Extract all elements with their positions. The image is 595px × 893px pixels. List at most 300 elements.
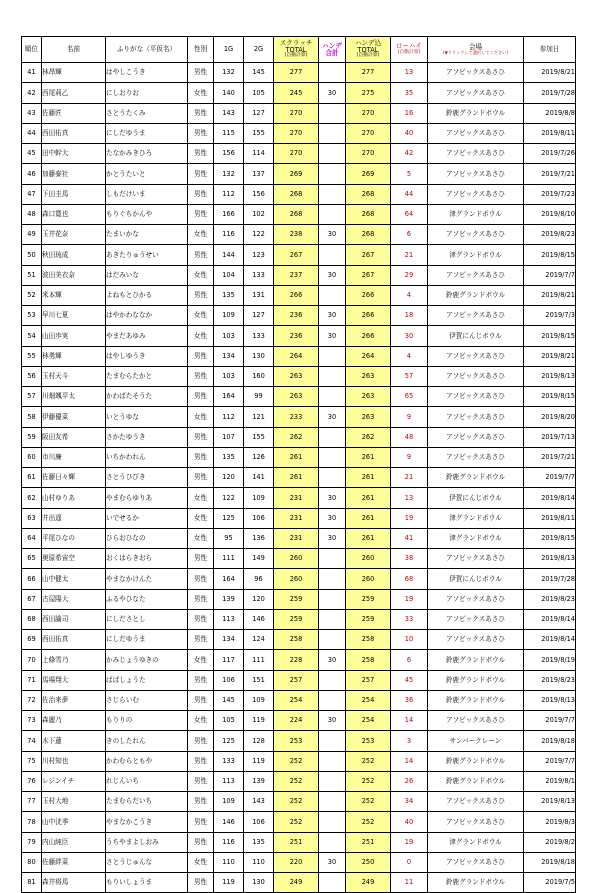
cell-date: 2019/8/19 [524, 650, 576, 670]
cell-game1: 134 [214, 630, 244, 650]
cell-date: 2019/7/23 [524, 184, 576, 204]
cell-rank: 77 [22, 792, 42, 812]
cell-game1: 109 [214, 306, 244, 326]
cell-gender: 女性 [188, 326, 214, 346]
cell-handicap-total: 275 [346, 83, 391, 103]
cell-date: 2019/8/11 [524, 123, 576, 143]
cell-scratch-total: 238 [274, 225, 319, 245]
table-row [22, 225, 576, 245]
cell-venue[interactable]: アソビックスあさひ [428, 387, 524, 407]
cell-kana: さじらいむ [106, 690, 188, 710]
cell-name: 山中洸季 [42, 812, 106, 832]
cell-name: 佐藤絆菜 [42, 852, 106, 872]
cell-name: 森口寛也 [42, 204, 106, 224]
cell-venue[interactable]: 鈴鹿グランドボウル [428, 690, 524, 710]
cell-game2: 128 [244, 731, 274, 751]
cell-date: 2019/8/15 [524, 326, 576, 346]
cell-handicap-total: 267 [346, 265, 391, 285]
cell-lowhigh: 10 [391, 630, 428, 650]
header-row [22, 37, 576, 63]
cell-handicap [319, 670, 346, 690]
cell-kana: かみじょうゆきの [106, 650, 188, 670]
cell-date: 2019/8/1 [524, 771, 576, 791]
cell-date: 2019/8/14 [524, 630, 576, 650]
cell-rank: 52 [22, 285, 42, 305]
cell-gender: 男性 [188, 144, 214, 164]
cell-game2: 149 [244, 549, 274, 569]
cell-rank: 61 [22, 468, 42, 488]
cell-game1: 112 [214, 184, 244, 204]
cell-gender: 男性 [188, 812, 214, 832]
cell-game2: 111 [244, 650, 274, 670]
cell-scratch-total: 254 [274, 690, 319, 710]
cell-kana: にしおりお [106, 83, 188, 103]
cell-handicap-total: 261 [346, 468, 391, 488]
cell-game1: 107 [214, 427, 244, 447]
cell-venue[interactable]: アソビックスあさひ [428, 366, 524, 386]
cell-venue[interactable]: アソビックスあさひ [428, 346, 524, 366]
cell-game1: 134 [214, 346, 244, 366]
cell-gender: 男性 [188, 447, 214, 467]
cell-gender: 女性 [188, 528, 214, 548]
cell-venue[interactable]: 津グランドボウル [428, 508, 524, 528]
cell-name: 米本輝 [42, 285, 106, 305]
cell-gender: 男性 [188, 690, 214, 710]
cell-date: 2019/7/26 [524, 144, 576, 164]
cell-name: 山田歩実 [42, 326, 106, 346]
cell-game2: 126 [244, 447, 274, 467]
cell-kana: もりいしょうま [106, 873, 188, 893]
cell-lowhigh: 21 [391, 245, 428, 265]
cell-handicap [319, 690, 346, 710]
cell-kana: いとうゆな [106, 407, 188, 427]
table-row [22, 468, 576, 488]
table-row [22, 103, 576, 123]
table-row [22, 447, 576, 467]
cell-kana: さかたゆうき [106, 427, 188, 447]
cell-handicap: 30 [319, 852, 346, 872]
cell-handicap-total: 263 [346, 366, 391, 386]
table-row [22, 630, 576, 650]
cell-name: 森井将馬 [42, 873, 106, 893]
cell-name: 井出遥 [42, 508, 106, 528]
cell-kana: やまだあゆみ [106, 326, 188, 346]
cell-rank: 68 [22, 609, 42, 629]
cell-kana: かわむらともや [106, 751, 188, 771]
cell-handicap [319, 144, 346, 164]
cell-scratch-total: 260 [274, 569, 319, 589]
cell-game2: 136 [244, 528, 274, 548]
cell-game1: 113 [214, 771, 244, 791]
cell-game1: 103 [214, 366, 244, 386]
cell-gender: 女性 [188, 407, 214, 427]
cell-date: 2019/8/20 [524, 407, 576, 427]
cell-venue[interactable]: アソビックスあさひ [428, 792, 524, 812]
cell-venue[interactable]: 鈴鹿グランドボウル [428, 670, 524, 690]
table-row [22, 123, 576, 143]
cell-lowhigh: 68 [391, 569, 428, 589]
cell-handicap-total: 260 [346, 569, 391, 589]
cell-venue[interactable]: サンバークレーン [428, 731, 524, 751]
cell-venue[interactable]: アソビックスあさひ [428, 265, 524, 285]
cell-scratch-total: 228 [274, 650, 319, 670]
header-kana: ふりがな（平仮名） [106, 37, 188, 63]
cell-venue[interactable]: アソビックスあさひ [428, 549, 524, 569]
cell-game1: 113 [214, 609, 244, 629]
cell-game2: 106 [244, 508, 274, 528]
cell-game1: 139 [214, 589, 244, 609]
cell-handicap [319, 204, 346, 224]
cell-game1: 125 [214, 508, 244, 528]
table-row [22, 650, 576, 670]
cell-venue[interactable]: アソビックスあさひ [428, 63, 524, 83]
cell-handicap: 30 [319, 83, 346, 103]
cell-handicap-total: 249 [346, 873, 391, 893]
cell-scratch-total: 259 [274, 609, 319, 629]
cell-venue[interactable]: 津グランドボウル [428, 204, 524, 224]
cell-venue[interactable]: 伊賀にんじボウル [428, 326, 524, 346]
cell-lowhigh: 3 [391, 731, 428, 751]
cell-game1: 145 [214, 690, 244, 710]
cell-lowhigh: 41 [391, 528, 428, 548]
cell-game2: 109 [244, 690, 274, 710]
cell-name: 古屋陽大 [42, 589, 106, 609]
cell-rank: 79 [22, 832, 42, 852]
cell-rank: 56 [22, 366, 42, 386]
cell-kana: にしだゆうま [106, 630, 188, 650]
cell-date: 2019/8/14 [524, 609, 576, 629]
cell-game1: 105 [214, 711, 244, 731]
cell-game2: 133 [244, 265, 274, 285]
cell-name: 西田佑真 [42, 630, 106, 650]
cell-name: 下田圭馬 [42, 184, 106, 204]
cell-scratch-total: 251 [274, 832, 319, 852]
cell-game2: 127 [244, 103, 274, 123]
table-row [22, 306, 576, 326]
cell-handicap-total: 277 [346, 63, 391, 83]
cell-handicap [319, 427, 346, 447]
cell-venue[interactable]: アソビックスあさひ [428, 447, 524, 467]
cell-lowhigh: 0 [391, 852, 428, 872]
cell-handicap [319, 245, 346, 265]
cell-gender: 女性 [188, 306, 214, 326]
cell-scratch-total: 245 [274, 83, 319, 103]
cell-handicap-total: 263 [346, 387, 391, 407]
cell-gender: 男性 [188, 731, 214, 751]
cell-game2: 114 [244, 144, 274, 164]
cell-rank: 70 [22, 650, 42, 670]
cell-gender: 女性 [188, 225, 214, 245]
cell-game2: 96 [244, 569, 274, 589]
cell-kana: きのしたれん [106, 731, 188, 751]
table-row [22, 265, 576, 285]
cell-date: 2019/8/14 [524, 488, 576, 508]
cell-date: 2019/7/28 [524, 83, 576, 103]
cell-rank: 78 [22, 812, 42, 832]
header-scratch-total [274, 37, 319, 63]
cell-kana: うちやまよしおみ [106, 832, 188, 852]
cell-gender: 男性 [188, 123, 214, 143]
cell-handicap-total: 268 [346, 225, 391, 245]
table-row [22, 488, 576, 508]
cell-game2: 119 [244, 751, 274, 771]
cell-lowhigh: 11 [391, 873, 428, 893]
cell-lowhigh: 38 [391, 549, 428, 569]
cell-game1: 112 [214, 407, 244, 427]
cell-name: 山中健太 [42, 569, 106, 589]
cell-kana: やまなかけんた [106, 569, 188, 589]
cell-venue[interactable]: 鈴鹿グランドボウル [428, 751, 524, 771]
cell-scratch-total: 252 [274, 751, 319, 771]
header-scratch-total-label: スクラッチTOTAL [279, 39, 313, 54]
cell-venue[interactable]: アソビックスあさひ [428, 184, 524, 204]
cell-name: 木下蓮 [42, 731, 106, 751]
table-row [22, 589, 576, 609]
cell-handicap [319, 63, 346, 83]
cell-venue[interactable]: 津グランドボウル [428, 528, 524, 548]
header-handicap: ハンデ合計 [319, 37, 346, 63]
cell-rank: 80 [22, 852, 42, 872]
cell-handicap-total: 263 [346, 407, 391, 427]
cell-gender: 女性 [188, 650, 214, 670]
cell-rank: 51 [22, 265, 42, 285]
cell-handicap: 30 [319, 407, 346, 427]
cell-handicap [319, 792, 346, 812]
cell-rank: 67 [22, 589, 42, 609]
cell-handicap-total: 269 [346, 164, 391, 184]
cell-scratch-total: 261 [274, 468, 319, 488]
cell-scratch-total: 249 [274, 873, 319, 893]
table-row [22, 366, 576, 386]
cell-game1: 143 [214, 103, 244, 123]
cell-game2: 105 [244, 83, 274, 103]
cell-lowhigh: 4 [391, 285, 428, 305]
cell-handicap-total: 254 [346, 711, 391, 731]
header-rank: 順位 [22, 37, 42, 63]
cell-handicap [319, 366, 346, 386]
cell-venue[interactable]: アソビックスあさひ [428, 144, 524, 164]
cell-kana: れじんいち [106, 771, 188, 791]
cell-venue[interactable]: アソビックスあさひ [428, 812, 524, 832]
cell-rank: 55 [22, 346, 42, 366]
cell-date: 2019/7/5 [524, 873, 576, 893]
cell-venue[interactable]: 鈴鹿グランドボウル [428, 771, 524, 791]
cell-game2: 123 [244, 245, 274, 265]
cell-handicap [319, 468, 346, 488]
cell-date: 2019/7/21 [524, 447, 576, 467]
cell-scratch-total: 269 [274, 164, 319, 184]
cell-lowhigh: 19 [391, 508, 428, 528]
cell-handicap-total: 250 [346, 852, 391, 872]
cell-rank: 75 [22, 751, 42, 771]
cell-lowhigh: 9 [391, 407, 428, 427]
cell-venue[interactable]: アソビックスあさひ [428, 306, 524, 326]
cell-gender: 女性 [188, 83, 214, 103]
table-row [22, 204, 576, 224]
cell-game2: 135 [244, 832, 274, 852]
cell-date: 2019/8/8 [524, 103, 576, 123]
cell-game2: 137 [244, 164, 274, 184]
cell-handicap [319, 103, 346, 123]
cell-gender: 男性 [188, 468, 214, 488]
cell-game2: 124 [244, 630, 274, 650]
cell-kana: ばばしょうた [106, 670, 188, 690]
cell-rank: 54 [22, 326, 42, 346]
cell-venue[interactable]: アソビックスあさひ [428, 589, 524, 609]
cell-venue[interactable]: 伊賀にんじボウル [428, 569, 524, 589]
cell-handicap-total: 268 [346, 184, 391, 204]
cell-name: 秋田琉成 [42, 245, 106, 265]
cell-handicap: 30 [319, 508, 346, 528]
cell-name: 上條雪乃 [42, 650, 106, 670]
cell-handicap [319, 812, 346, 832]
cell-venue[interactable]: アソビックスあさひ [428, 630, 524, 650]
cell-game2: 151 [244, 670, 274, 690]
cell-scratch-total: 268 [274, 204, 319, 224]
cell-gender: 男性 [188, 164, 214, 184]
cell-rank: 64 [22, 528, 42, 548]
cell-game1: 146 [214, 812, 244, 832]
cell-gender: 男性 [188, 387, 214, 407]
cell-lowhigh: 57 [391, 366, 428, 386]
cell-game1: 119 [214, 873, 244, 893]
cell-name: 早川七夏 [42, 306, 106, 326]
cell-rank: 53 [22, 306, 42, 326]
cell-handicap-total: 262 [346, 427, 391, 447]
cell-handicap [319, 609, 346, 629]
cell-scratch-total: 263 [274, 366, 319, 386]
cell-scratch-total: 259 [274, 589, 319, 609]
cell-lowhigh: 30 [391, 326, 428, 346]
cell-lowhigh: 13 [391, 488, 428, 508]
cell-date: 2019/7/13 [524, 427, 576, 447]
table-row [22, 427, 576, 447]
cell-gender: 男性 [188, 670, 214, 690]
cell-venue[interactable]: 鈴鹿グランドボウル [428, 285, 524, 305]
cell-venue[interactable]: アソビックスあさひ [428, 123, 524, 143]
cell-game2: 106 [244, 812, 274, 832]
cell-name: 玉村天斗 [42, 366, 106, 386]
cell-venue[interactable]: アソビックスあさひ [428, 609, 524, 629]
table-row [22, 184, 576, 204]
cell-game1: 125 [214, 731, 244, 751]
cell-venue[interactable]: 津グランドボウル [428, 245, 524, 265]
cell-venue[interactable]: アソビックスあさひ [428, 711, 524, 731]
table-row [22, 812, 576, 832]
cell-kana: いちかわれん [106, 447, 188, 467]
cell-date: 2019/8/13 [524, 366, 576, 386]
cell-venue[interactable]: 津グランドボウル [428, 832, 524, 852]
cell-venue[interactable]: アソビックスあさひ [428, 225, 524, 245]
cell-venue[interactable]: アソビックスあさひ [428, 427, 524, 447]
cell-name: 山村ゆりあ [42, 488, 106, 508]
cell-game2: 143 [244, 792, 274, 812]
cell-date: 2019/8/21 [524, 346, 576, 366]
cell-rank: 46 [22, 164, 42, 184]
cell-venue[interactable]: 鈴鹿グランドボウル [428, 468, 524, 488]
cell-venue[interactable]: アソビックスあさひ [428, 164, 524, 184]
cell-handicap-total: 252 [346, 751, 391, 771]
cell-handicap [319, 751, 346, 771]
cell-handicap-total: 270 [346, 123, 391, 143]
cell-scratch-total: 266 [274, 285, 319, 305]
cell-name: 阪田友希 [42, 427, 106, 447]
cell-gender: 男性 [188, 873, 214, 893]
cell-game1: 117 [214, 650, 244, 670]
cell-rank: 57 [22, 387, 42, 407]
cell-rank: 69 [22, 630, 42, 650]
cell-venue[interactable]: アソビックスあさひ [428, 407, 524, 427]
cell-handicap [319, 164, 346, 184]
cell-lowhigh: 29 [391, 265, 428, 285]
cell-handicap-total: 257 [346, 670, 391, 690]
cell-venue[interactable]: 鈴鹿グランドボウル [428, 103, 524, 123]
cell-game2: 130 [244, 346, 274, 366]
cell-handicap-total: 261 [346, 528, 391, 548]
cell-handicap [319, 184, 346, 204]
cell-scratch-total: 252 [274, 771, 319, 791]
cell-date: 2019/7/7 [524, 468, 576, 488]
table-row [22, 285, 576, 305]
cell-handicap [319, 285, 346, 305]
cell-lowhigh: 42 [391, 144, 428, 164]
cell-handicap [319, 387, 346, 407]
cell-lowhigh: 14 [391, 751, 428, 771]
cell-date: 2019/8/23 [524, 225, 576, 245]
cell-venue[interactable]: 伊賀にんじボウル [428, 488, 524, 508]
table-row [22, 569, 576, 589]
cell-handicap-total: 260 [346, 549, 391, 569]
cell-venue[interactable]: アソビックスあさひ [428, 852, 524, 872]
cell-game2: 99 [244, 387, 274, 407]
cell-name: 玉井花奈 [42, 225, 106, 245]
cell-date: 2019/8/23 [524, 670, 576, 690]
cell-kana: もりぐちかんや [106, 204, 188, 224]
cell-handicap: 30 [319, 711, 346, 731]
cell-kana: さとうじゅんな [106, 852, 188, 872]
cell-kana: ひらおひなの [106, 528, 188, 548]
cell-game1: 104 [214, 265, 244, 285]
cell-scratch-total: 270 [274, 123, 319, 143]
cell-kana: たなかみきひろ [106, 144, 188, 164]
cell-game2: 109 [244, 488, 274, 508]
cell-venue[interactable]: 鈴鹿グランドボウル [428, 650, 524, 670]
cell-date: 2019/8/18 [524, 852, 576, 872]
cell-date: 2019/7/21 [524, 164, 576, 184]
cell-handicap: 30 [319, 488, 346, 508]
cell-handicap [319, 346, 346, 366]
cell-handicap [319, 569, 346, 589]
cell-rank: 50 [22, 245, 42, 265]
cell-venue[interactable]: 鈴鹿グランドボウル [428, 873, 524, 893]
cell-scratch-total: 236 [274, 306, 319, 326]
cell-game1: 135 [214, 447, 244, 467]
cell-rank: 42 [22, 83, 42, 103]
cell-handicap [319, 123, 346, 143]
cell-scratch-total: 236 [274, 326, 319, 346]
cell-name: 川畑颯平太 [42, 387, 106, 407]
cell-game1: 109 [214, 792, 244, 812]
cell-scratch-total: 231 [274, 508, 319, 528]
cell-handicap-total: 261 [346, 447, 391, 467]
cell-venue[interactable]: アソビックスあさひ [428, 83, 524, 103]
cell-handicap-total: 270 [346, 144, 391, 164]
cell-rank: 41 [22, 63, 42, 83]
cell-lowhigh: 19 [391, 589, 428, 609]
cell-kana: かとうたいと [106, 164, 188, 184]
cell-handicap-total: 267 [346, 245, 391, 265]
cell-game2: 120 [244, 589, 274, 609]
